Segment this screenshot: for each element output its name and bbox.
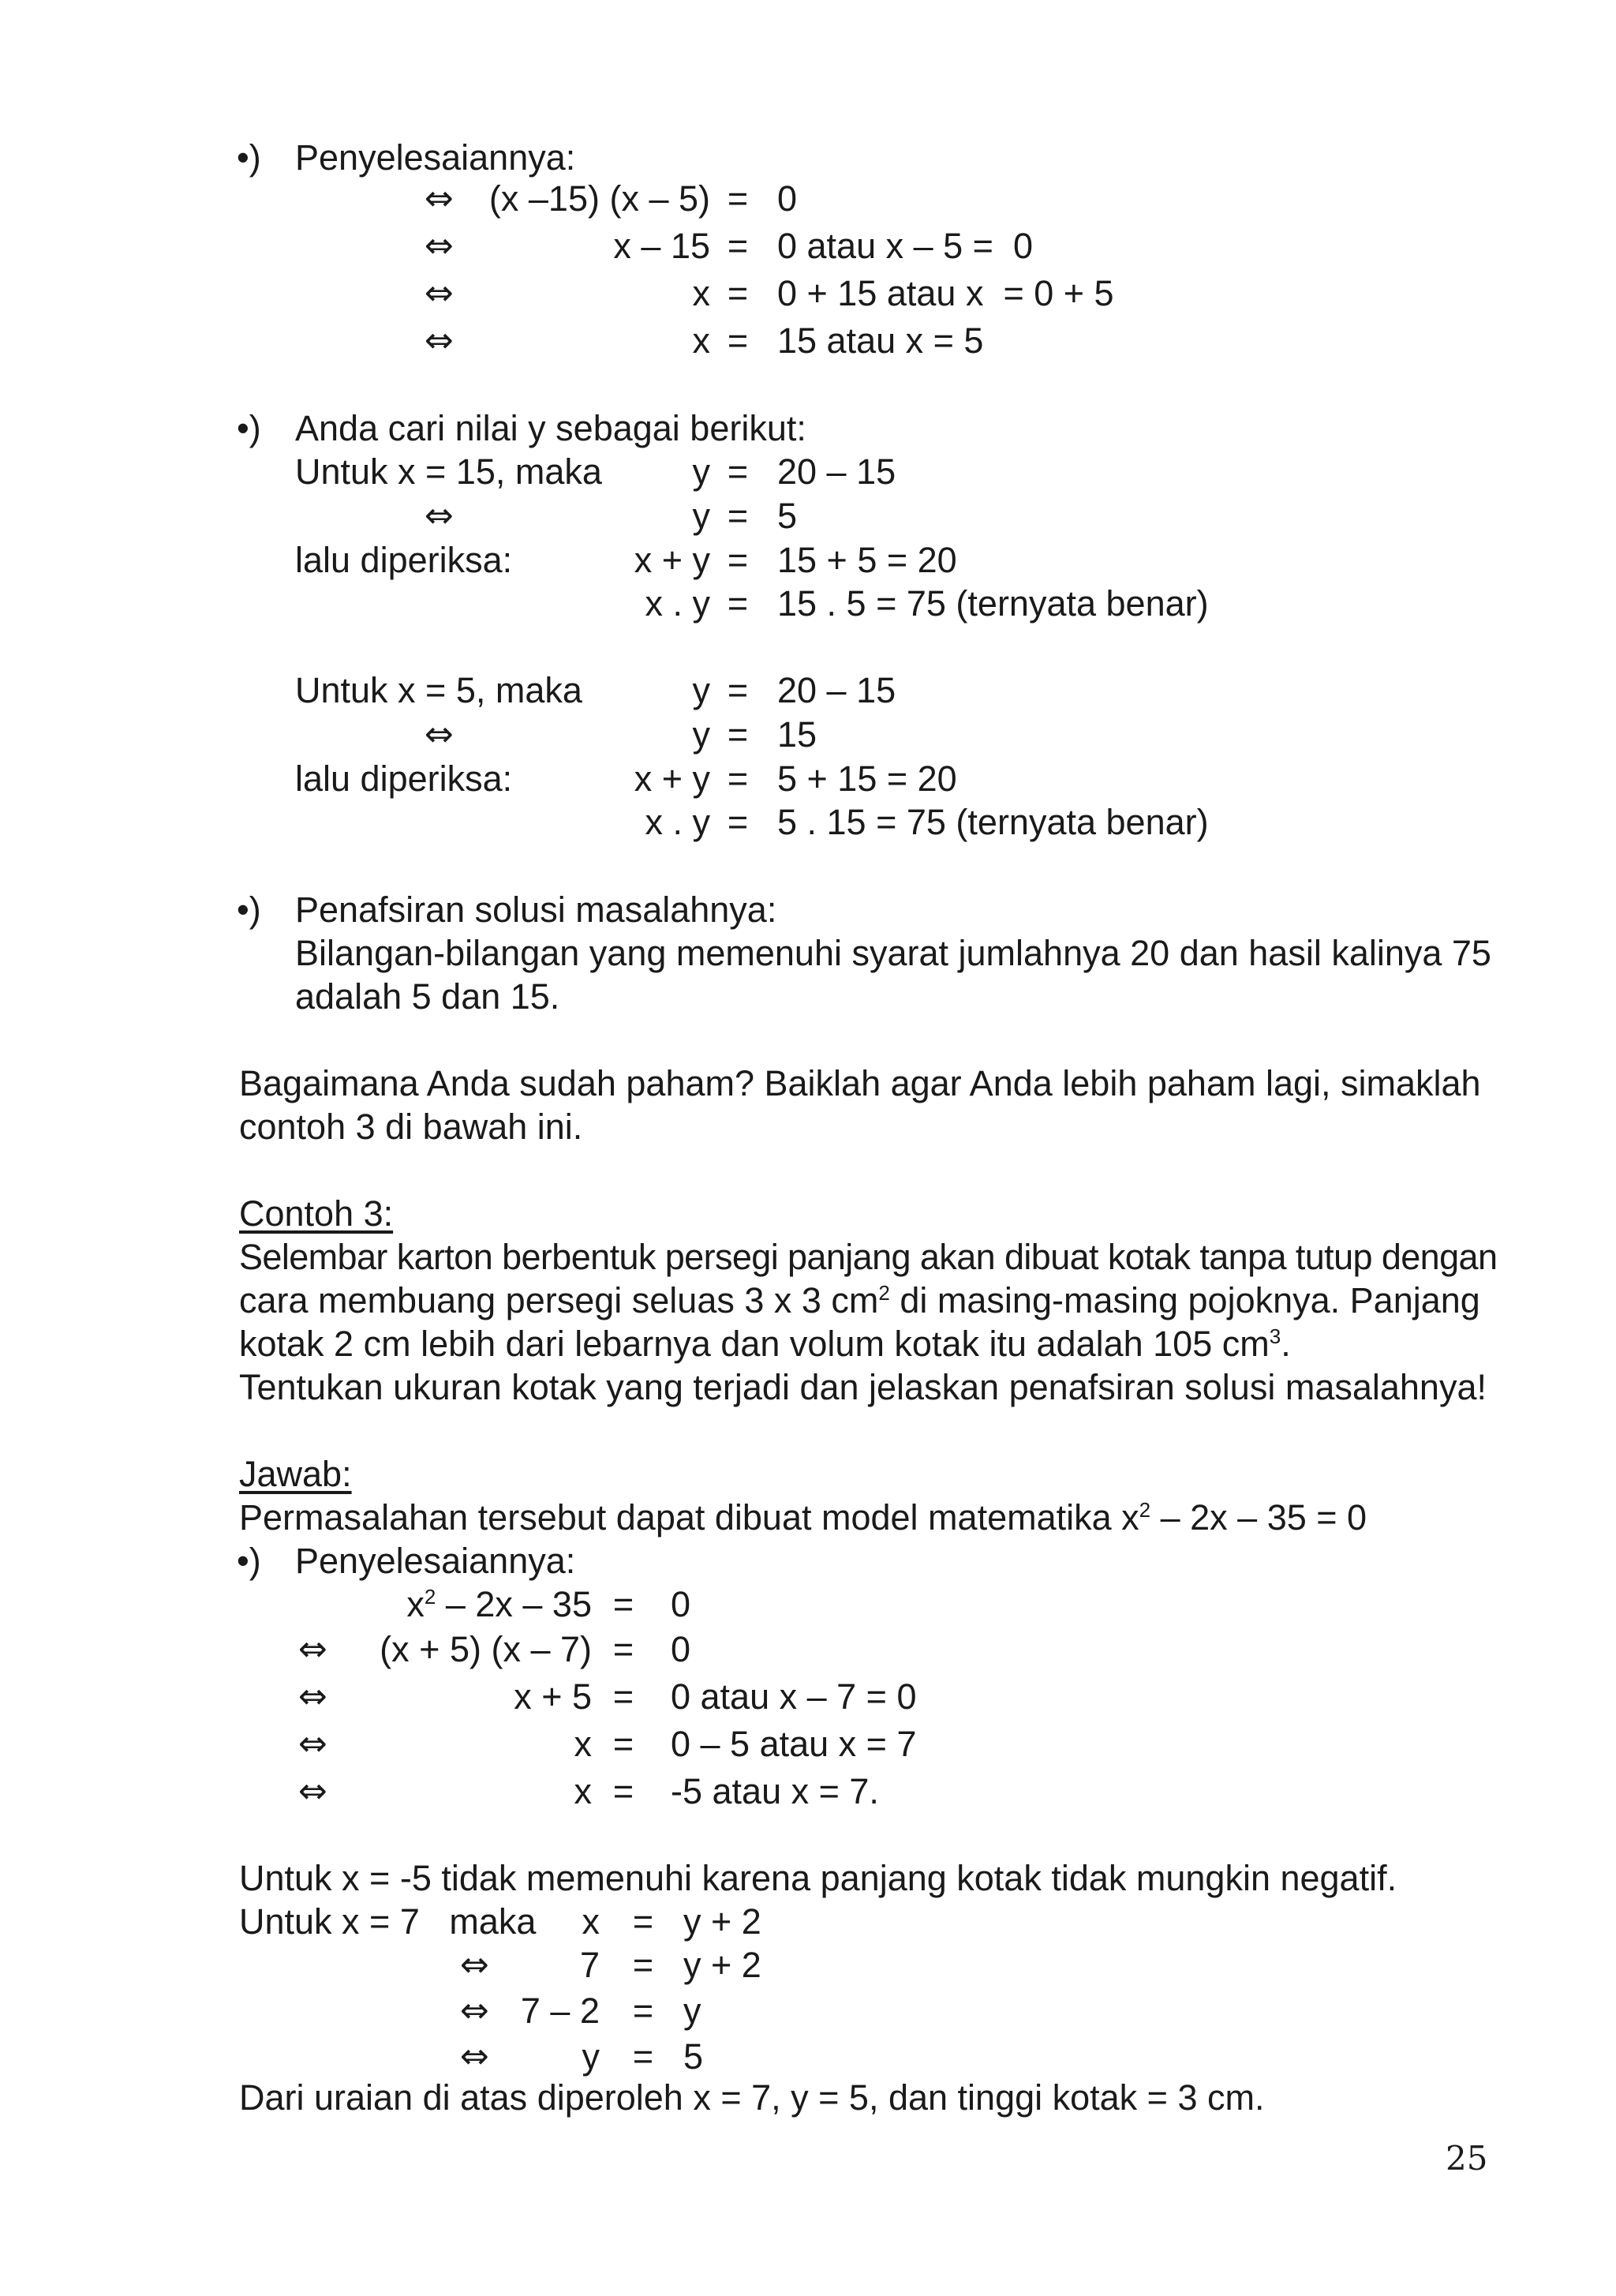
equation-lhs: x + 5	[514, 1676, 592, 1717]
equation-rhs: 0 – 5 atau x = 7	[671, 1724, 917, 1764]
equals-sign: =	[632, 1901, 654, 1942]
paragraph-line: Permasalahan tersebut dapat dibuat model matematika $x^2 - 2x - 35 = 0$	[239, 1497, 1367, 1538]
equals-sign: =	[632, 2036, 654, 2077]
equals-sign: =	[727, 670, 749, 710]
equation-lhs: y	[692, 670, 710, 710]
equation-rhs: 5 + 15 = 20	[777, 758, 957, 799]
check-label: lalu diperiksa:	[295, 758, 513, 799]
example-title: Contoh 3:	[239, 1193, 394, 1234]
paragraph-line: Bilangan-bilangan yang memenuhi syarat jumlahnya 20 dan hasil kalinya 75	[295, 933, 1491, 973]
equation-lhs: x + y	[634, 540, 710, 580]
equation-rhs: 0 atau x – 7 = 0	[671, 1676, 917, 1717]
equation-rhs: 20 – 15	[777, 451, 896, 492]
equation-lhs: x	[692, 320, 710, 361]
answer-title: Jawab:	[239, 1454, 352, 1494]
equals-sign: =	[727, 583, 749, 624]
equation-lhs: 7	[579, 1945, 600, 1985]
equation-rhs: 0	[777, 178, 798, 219]
equation-rhs: y	[683, 1991, 701, 2031]
equation-lhs: x	[692, 273, 710, 313]
equals-sign: =	[727, 496, 749, 536]
equation-rhs: 15 . 5 = 75 (ternyata benar)	[777, 583, 1209, 624]
equation-lhs: x . y	[645, 583, 710, 624]
equation-lhs: x – 15	[613, 226, 710, 266]
equation-rhs: 0	[671, 1629, 691, 1669]
page-number: 25	[1446, 2139, 1488, 2178]
equals-sign: =	[727, 758, 749, 799]
equation-lhs: y	[582, 2036, 600, 2077]
equivalence-arrow-icon: ⇔	[298, 1629, 327, 1669]
paragraph-line: cara membuang persegi seluas 3 x 3 $cm^2$ di masing-masing pojoknya. Panjang	[239, 1280, 1480, 1320]
equation-rhs: y + 2	[683, 1901, 761, 1942]
paragraph-line: adalah 5 dan 15.	[295, 976, 560, 1017]
equation-rhs: 5	[777, 496, 798, 536]
equation-lhs: $x^2 - 2x - 35$	[406, 1584, 592, 1624]
equation-lhs: y	[692, 714, 710, 755]
equivalence-arrow-icon: ⇔	[425, 320, 454, 361]
bullet-marker: •)	[237, 1541, 261, 1581]
case-label: Untuk x = 7 maka	[239, 1901, 537, 1942]
section-heading: Anda cari nilai y sebagai berikut:	[295, 408, 806, 448]
equals-sign: =	[632, 1991, 654, 2031]
equals-sign: =	[612, 1584, 634, 1624]
equation-lhs: y	[692, 451, 710, 492]
paragraph-line: Tentukan ukuran kotak yang terjadi dan jelaskan penafsiran solusi masalahnya!	[239, 1367, 1487, 1407]
paragraph-line: contoh 3 di bawah ini.	[239, 1107, 583, 1147]
case-label: Untuk x = 5, maka	[295, 670, 582, 710]
equation-rhs: y + 2	[683, 1945, 761, 1985]
paragraph-line: Bagaimana Anda sudah paham? Baiklah agar Anda lebih paham lagi, simaklah	[239, 1063, 1481, 1103]
equivalence-arrow-icon: ⇔	[460, 1991, 489, 2031]
section-heading: Penyelesaiannya:	[295, 137, 576, 178]
equals-sign: =	[727, 178, 749, 219]
equals-sign: =	[727, 226, 749, 266]
equivalence-arrow-icon: ⇔	[425, 714, 454, 755]
equation-lhs: x	[574, 1771, 592, 1811]
equation-rhs: 5 . 15 = 75 (ternyata benar)	[777, 802, 1209, 842]
equals-sign: =	[727, 451, 749, 492]
paragraph-line: Selembar karton berbentuk persegi panjang akan dibuat kotak tanpa tutup dengan	[239, 1237, 1498, 1277]
equation-rhs: 15 + 5 = 20	[777, 540, 957, 580]
bullet-marker: •)	[237, 137, 261, 178]
equivalence-arrow-icon: ⇔	[425, 496, 454, 536]
equals-sign: =	[727, 802, 749, 842]
equation-rhs: 15	[777, 714, 817, 755]
equation-rhs: 5	[683, 2036, 704, 2077]
equation-lhs: x . y	[645, 802, 710, 842]
equation-rhs: 0 + 15 atau x = 0 + 5	[777, 273, 1114, 313]
equation-rhs: 20 – 15	[777, 670, 896, 710]
equation-lhs: x + y	[634, 758, 710, 799]
equals-sign: =	[632, 1945, 654, 1985]
equation-rhs: -5 atau x = 7.	[671, 1771, 879, 1811]
equivalence-arrow-icon: ⇔	[425, 178, 454, 219]
equation-rhs: 15 atau x = 5	[777, 320, 984, 361]
equivalence-arrow-icon: ⇔	[298, 1676, 327, 1717]
equals-sign: =	[612, 1771, 634, 1811]
equivalence-arrow-icon: ⇔	[460, 1945, 489, 1985]
equivalence-arrow-icon: ⇔	[425, 273, 454, 313]
equation-rhs: 0	[671, 1584, 691, 1624]
section-heading: Penyelesaiannya:	[295, 1541, 576, 1581]
paragraph-line: Untuk x = -5 tidak memenuhi karena panjang kotak tidak mungkin negatif.	[239, 1858, 1397, 1898]
equivalence-arrow-icon: ⇔	[425, 226, 454, 266]
equals-sign: =	[612, 1724, 634, 1764]
equals-sign: =	[727, 714, 749, 755]
section-heading: Penafsiran solusi masalahnya:	[295, 890, 777, 930]
equals-sign: =	[727, 273, 749, 313]
equals-sign: =	[612, 1629, 634, 1669]
equivalence-arrow-icon: ⇔	[460, 2036, 489, 2077]
case-label: Untuk x = 15, maka	[295, 451, 602, 492]
bullet-marker: •)	[237, 408, 261, 448]
equation-lhs: y	[692, 496, 710, 536]
equation-rhs: 0 atau x – 5 = 0	[777, 226, 1033, 266]
equation-lhs: (x –15) (x – 5)	[488, 178, 710, 219]
check-label: lalu diperiksa:	[295, 540, 513, 580]
equivalence-arrow-icon: ⇔	[298, 1771, 327, 1811]
equals-sign: =	[612, 1676, 634, 1717]
equation-lhs: 7 – 2	[520, 1991, 600, 2031]
bullet-marker: •)	[237, 890, 261, 930]
equation-lhs: x	[582, 1901, 600, 1942]
equals-sign: =	[727, 320, 749, 361]
equation-lhs: x	[574, 1724, 592, 1764]
equivalence-arrow-icon: ⇔	[298, 1724, 327, 1764]
equals-sign: =	[727, 540, 749, 580]
conclusion-line: Dari uraian di atas diperoleh x = 7, y = 5, dan tinggi kotak = 3 cm.	[239, 2077, 1265, 2118]
paragraph-line: kotak 2 cm lebih dari lebarnya dan volum kotak itu adalah 105 $cm^3$.	[239, 1324, 1291, 1364]
equation-lhs: (x + 5) (x – 7)	[380, 1629, 592, 1669]
